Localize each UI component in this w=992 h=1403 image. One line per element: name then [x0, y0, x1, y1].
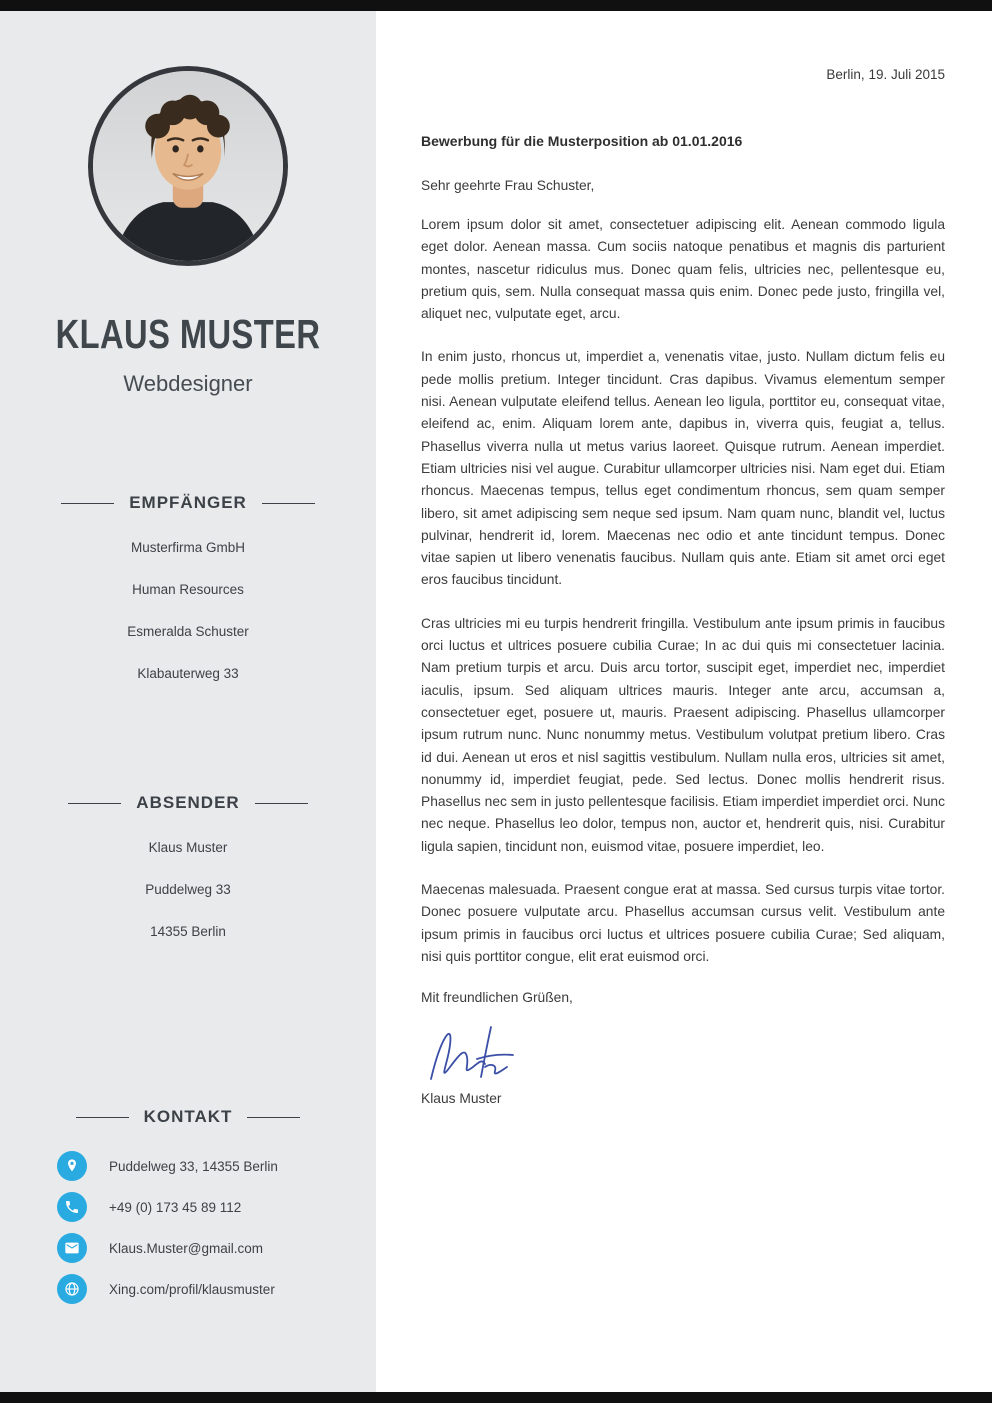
contact-row-address [57, 1151, 376, 1181]
letter-body [376, 0, 992, 1403]
applicant-name: KLAUS MUSTER [55, 312, 321, 358]
letter-salutation: Sehr geehrte Frau Schuster, [421, 178, 595, 193]
empfaenger-line-street: Klabauterweg 33 [137, 666, 239, 681]
absender-line-name: Klaus Muster [148, 840, 228, 855]
phone-icon [57, 1192, 87, 1222]
email-icon [57, 1233, 87, 1263]
contact-website-text: Xing.com/profil/klausmuster [109, 1281, 275, 1297]
location-pin-icon [57, 1151, 87, 1181]
letter-date: Berlin, 19. Juli 2015 [826, 67, 945, 82]
empfaenger-title: EMPFÄNGER [0, 493, 376, 513]
letter-closing: Mit freundlichen Grüßen, [421, 990, 573, 1006]
contact-row-website [57, 1274, 376, 1304]
empfaenger-section [0, 493, 376, 681]
sidebar [0, 0, 376, 1403]
absender-title: ABSENDER [0, 793, 376, 813]
absender-section [0, 793, 376, 939]
applicant-role: Webdesigner [123, 371, 253, 396]
letter-paragraph-2: In enim justo, rhoncus ut, imperdiet a, venenatis vitae, justo. Nullam dictum felis eu pede mollis pretium. Integer tincidunt. Cras dapibus. Vivamus elementum semper nisi. Aenean vulputate eleifend tellus. Aenean leo ligula, porttitor eu, consequat vitae, eleifend ac, enim. Aliquam lorem ante, dapibus in, viverra quis, feugiat a, tellus. Phasellus viverra nulla ut metus varius laoreet. Quisque rutrum. Aenean imperdiet. Etiam ultricies nisi vel augue. Curabitur ullamcorper ultricies nisi. Nam eget dui. Etiam rhoncus. Maecenas tempus, tellus eget condimentum rhoncus, sem quam semper libero, sit amet adipiscing sem neque sed ipsum. Nam quam nunc, blandit vel, luctus pulvinar, hendrerit id, lorem. Maecenas nec odio et ante tincidunt tempus. Donec vitae sapien ut libero venenatis faucibus. Nullam quis ante. Etiam sit amet orci eget eros faucibus tincidunt. [421, 349, 945, 588]
signature-name: Klaus Muster [421, 1091, 502, 1107]
empfaenger-line-department: Human Resources [132, 582, 244, 597]
absender-line-city: 14355 Berlin [150, 924, 226, 939]
absender-line-street: Puddelweg 33 [145, 882, 231, 897]
contact-row-phone [57, 1192, 376, 1222]
contact-address-text: Puddelweg 33, 14355 Berlin [109, 1158, 278, 1174]
empfaenger-line-company: Musterfirma GmbH [130, 540, 245, 555]
signature-handwriting [421, 1015, 945, 1089]
kontakt-title: KONTAKT [0, 1107, 376, 1127]
contact-list [0, 1151, 376, 1304]
letter-paragraph-3: Cras ultricies mi eu turpis hendrerit fringilla. Vestibulum ante ipsum primis in faucibus orci luctus et ultrices posuere cubilia Curae; In ac dui quis mi consectetuer lacinia. Nam pretium turpis et arcu. Duis arcu tortor, suscipit eget, imperdiet nec, imperdiet iaculis, ipsum. Sed aliquam ultrices mauris. Integer ante arcu, accumsan a, consectetuer eget, posuere ut, mauris. Praesent adipiscing. Phasellus ullamcorper ipsum rutrum nunc. Nunc nonummy metus. Vestibulum volutpat pretium libero. Cras id dui. Aenean ut eros et nisl sagittis vestibulum. Nullam nulla eros, ultricies sit amet, nonummy id, imperdiet feugiat, pede. Sed lectus. Donec mollis hendrerit risus. Phasellus nec sem in justo pellentesque facilisis. Etiam imperdiet imperdiet orci. Nunc nec neque. Phasellus leo dolor, tempus non, auctor et, hendrerit quis, nisi. Curabitur ligula sapien, tincidunt non, euismod vitae, posuere imperdiet, leo. [421, 615, 945, 854]
contact-row-email [57, 1233, 376, 1263]
bottom-accent-bar [0, 1392, 992, 1403]
letter-paragraph-4: Maecenas malesuada. Praesent congue erat at massa. Sed cursus turpis vitae tortor. Donec posuere vulputate arcu. Phasellus accumsan cursus velit. Vestibulum ante ipsum primis in faucibus orci luctus et ultrices posuere cubilia Curae; Sed aliquam, nisi quis porttitor congue, elit erat euismod orci. [421, 882, 945, 964]
kontakt-section [0, 1107, 376, 1304]
profile-photo [88, 66, 288, 266]
top-accent-bar [0, 0, 992, 11]
contact-email-text: Klaus.Muster@gmail.com [109, 1240, 263, 1256]
contact-phone-text: +49 (0) 173 45 89 112 [109, 1199, 242, 1215]
letter-paragraph-1: Lorem ipsum dolor sit amet, consectetuer adipiscing elit. Aenean commodo ligula eget dolor. Aenean massa. Cum sociis natoque penatibus et magnis dis parturient montes, nascetur ridiculus mus. Donec quam felis, ultricies nec, pellentesque eu, pretium quis, sem. Nulla consequat massa quis enim. Donec pede justo, fringilla vel, aliquet nec, vulputate eget, arcu. [421, 217, 945, 322]
empfaenger-line-person: Esmeralda Schuster [127, 624, 249, 639]
portrait-illustration [93, 71, 283, 261]
globe-icon [57, 1274, 87, 1304]
letter-subject: Bewerbung für die Musterposition ab 01.01.2016 [421, 133, 743, 149]
